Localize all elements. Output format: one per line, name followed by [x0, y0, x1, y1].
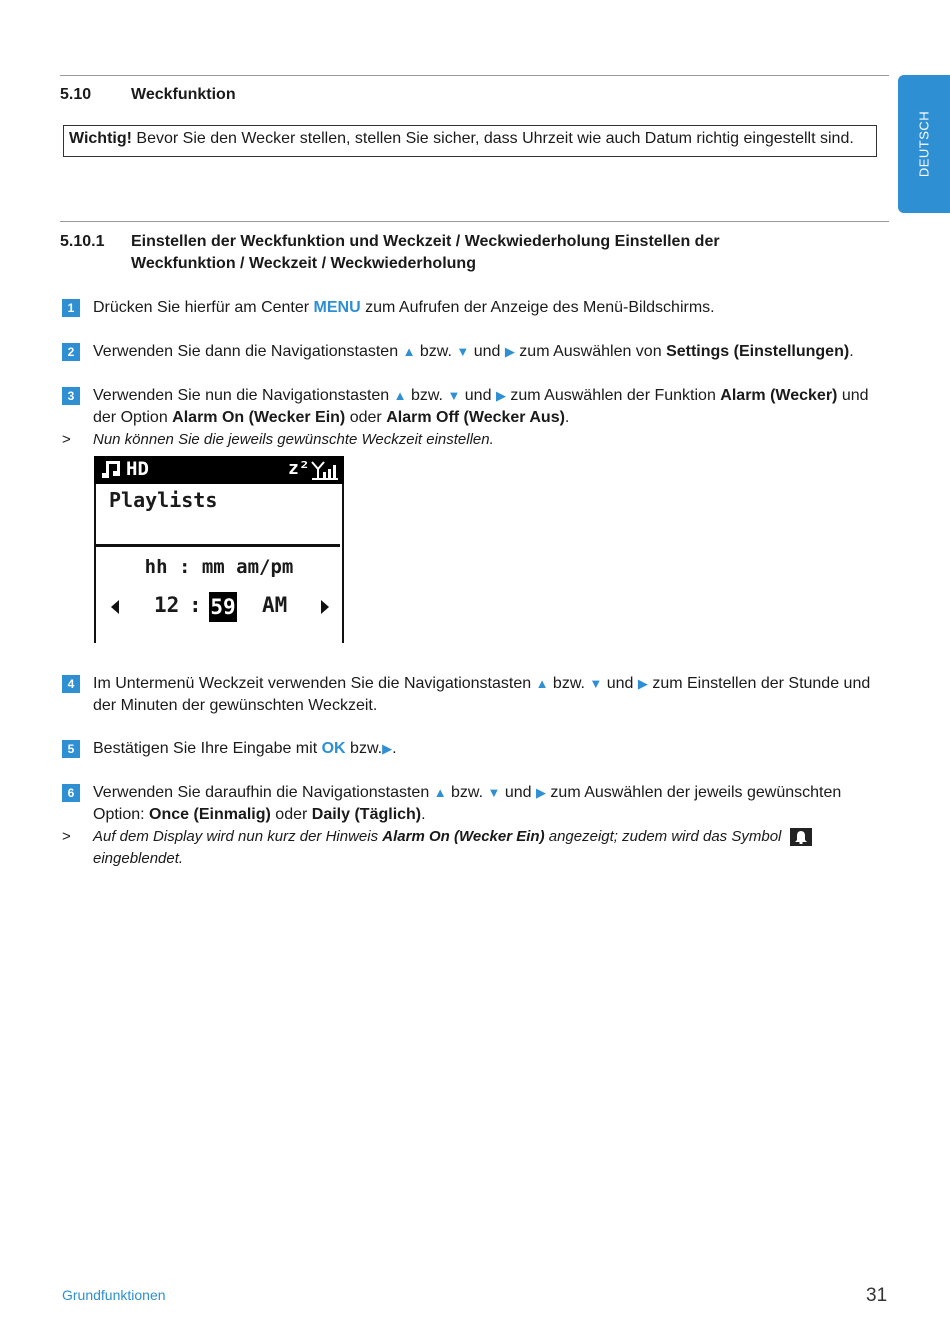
step-text: . — [849, 343, 854, 360]
down-arrow-icon: ▼ — [487, 785, 501, 800]
step-text: zum Einstellen der Stunde und der Minuten der gewünschten Weckzeit. — [93, 675, 871, 714]
down-arrow-icon: ▼ — [589, 676, 603, 691]
display-source: HD — [126, 458, 149, 480]
step-text: . — [421, 806, 426, 823]
step-text: Im Untermenü Weckzeit verwenden Sie die Navigationstasten — [93, 675, 532, 692]
top-rule — [60, 75, 889, 76]
page-number: 31 — [866, 1285, 888, 1306]
word-und: und — [464, 387, 492, 404]
subsection-rule — [60, 221, 889, 222]
section-number: 5.10 — [60, 86, 92, 103]
display-status-bar — [94, 456, 344, 484]
step-number-badge: 6 — [62, 784, 80, 802]
up-arrow-icon: ▲ — [402, 344, 416, 359]
step-text: Drücken Sie hierfür am Center — [93, 299, 310, 316]
right-arrow-icon: ▶ — [637, 676, 648, 691]
step-text: Bestätigen Sie Ihre Eingabe mit — [93, 740, 318, 757]
right-arrow-icon — [320, 600, 330, 614]
alarm-function: Alarm (Wecker) — [720, 387, 838, 404]
step-text: zum Auswählen der Funktion — [510, 387, 716, 404]
down-arrow-icon: ▼ — [447, 388, 461, 403]
right-arrow-icon: ▶ — [495, 388, 506, 403]
right-arrow-icon: ▶ — [535, 785, 546, 800]
step-number-badge: 4 — [62, 675, 80, 693]
subsection-number: 5.10.1 — [60, 233, 105, 250]
menu-key: MENU — [313, 299, 361, 316]
step-number-badge: 2 — [62, 343, 80, 361]
time-separator: : — [189, 593, 202, 617]
daily-option: Daily (Täglich) — [311, 806, 422, 823]
up-arrow-icon: ▲ — [433, 785, 447, 800]
alarm-bell-icon — [790, 828, 812, 846]
step-number-badge: 3 — [62, 387, 80, 405]
once-option: Once (Einmalig) — [149, 806, 271, 823]
word-bzw: bzw. — [419, 343, 452, 360]
step-number-badge: 5 — [62, 740, 80, 758]
music-note-icon — [101, 459, 123, 481]
step-text: bzw. — [350, 740, 383, 757]
language-tab — [898, 75, 950, 213]
right-arrow-icon: ▶ — [382, 741, 393, 756]
important-notice — [63, 125, 877, 157]
alarm-on-hint: Alarm On (Wecker Ein) — [382, 828, 545, 845]
notice-label: Wichtig! — [69, 130, 132, 147]
step-text: zum Auswählen der jeweils gewünschten Option: — [93, 784, 842, 823]
result-text: angezeigt; zudem wird das Symbol — [548, 828, 782, 845]
step-text: . — [564, 409, 570, 426]
step-text: Verwenden Sie daraufhin die Navigationstasten — [93, 784, 430, 801]
notice-text: Bevor Sie den Wecker stellen, stellen Sie sicher, dass Uhrzeit wie auch Datum richtig eingestellt sind. — [136, 130, 854, 147]
up-arrow-icon: ▲ — [535, 676, 549, 691]
display-menu-header — [96, 484, 340, 547]
minute-value: 59 — [209, 592, 237, 622]
subsection-heading — [60, 231, 890, 275]
result-text: Auf dem Display wird nun kurz der Hinweis — [93, 828, 379, 845]
step-text: Verwenden Sie nun die Navigationstasten — [93, 387, 390, 404]
settings-option: Settings (Einstellungen) — [666, 343, 850, 360]
ok-key: OK — [321, 740, 346, 757]
word-bzw: bzw. — [552, 675, 585, 692]
result-marker: > — [62, 828, 71, 845]
word-bzw: bzw. — [410, 387, 443, 404]
word-und: und — [473, 343, 501, 360]
down-arrow-icon: ▼ — [456, 344, 470, 359]
word-und: und — [504, 784, 532, 801]
step-text: Verwenden Sie dann die Navigationstasten — [93, 343, 399, 360]
alarm-off-option: Alarm Off (Wecker Aus) — [386, 409, 565, 426]
signal-strength-icon — [310, 459, 340, 481]
language-tab-label: DEUTSCH — [916, 110, 932, 178]
step-text: oder — [349, 409, 382, 426]
word-und: und — [606, 675, 634, 692]
step-text: oder — [275, 806, 308, 823]
alarm-on-option: Alarm On (Wecker Ein) — [172, 409, 346, 426]
time-format-label: hh : mm am/pm — [144, 556, 294, 578]
result-text: eingeblendet. — [93, 850, 184, 867]
step-text: . — [392, 740, 397, 757]
section-title: Weckfunktion — [131, 86, 236, 103]
am-pm-value: AM — [262, 593, 288, 617]
device-display — [94, 456, 344, 643]
display-menu-title: Playlists — [109, 488, 218, 512]
result-marker: > — [62, 431, 71, 448]
step-text: zum Auswählen von — [519, 343, 662, 360]
footer-section-name: Grundfunktionen — [62, 1287, 166, 1303]
left-arrow-icon — [110, 600, 120, 614]
result-text: Nun können Sie die jeweils gewünschte Weckzeit einstellen. — [93, 431, 494, 448]
step-number-badge: 1 — [62, 299, 80, 317]
subsection-title: Einstellen der Weckfunktion und Weckzeit / Weckwiederholung Einstellen der Weckfunktion / Weckzeit / Weckwiederholung — [131, 233, 720, 272]
hour-value: 12 — [154, 593, 180, 617]
up-arrow-icon: ▲ — [393, 388, 407, 403]
word-bzw: bzw. — [451, 784, 484, 801]
right-arrow-icon: ▶ — [504, 344, 515, 359]
step-text: zum Aufrufen der Anzeige des Menü-Bildschirms. — [365, 299, 715, 316]
step-text: und der Option — [93, 387, 869, 426]
sleep-indicator: z² — [288, 458, 310, 479]
